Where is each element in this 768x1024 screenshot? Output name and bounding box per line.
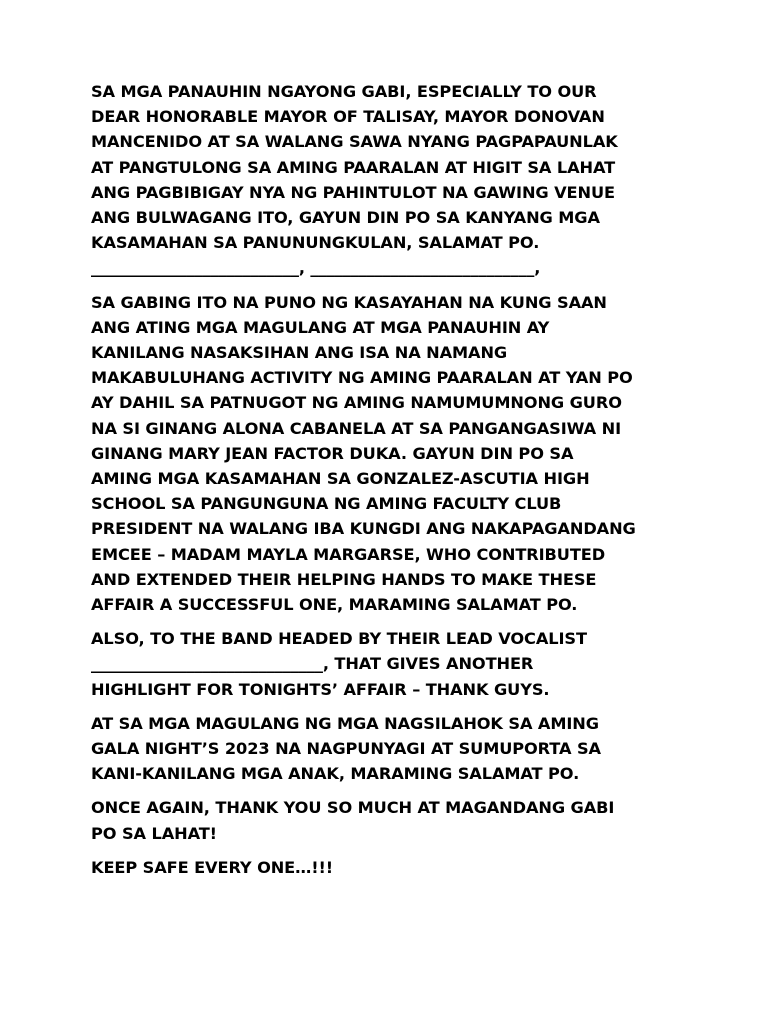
paragraph-mayor-thanks: [91, 79, 691, 281]
text-line: SA GABING ITO NA PUNO NG KASAYAHAN NA KUNG SAAN: [91, 292, 607, 312]
text-line: ANG PAGBIBIGAY NYA NG PAHINTULOT NA GAWING VENUE: [91, 182, 615, 202]
text-line: DEAR HONORABLE MAYOR OF TALISAY, MAYOR DONOVAN: [91, 107, 605, 127]
text-line: AY DAHIL SA PATNUGOT NG AMING NAMUMUMNONG GURO: [91, 393, 622, 413]
text-line: AMING MGA KASAMAHAN SA GONZALEZ-ASCUTIA HIGH: [91, 469, 590, 489]
text-line: HIGHLIGHT FOR TONIGHTS’ AFFAIR – THANK GUYS.: [91, 679, 550, 699]
text-line: PRESIDENT NA WALANG IBA KUNGDI ANG NAKAPAGANDANG: [91, 519, 636, 539]
text-line: MANCENIDO AT SA WALANG SAWA NYANG PAGPAPAUNLAK: [91, 132, 618, 152]
text-line: ANG ATING MGA MAGULANG AT MGA PANAUHIN AY: [91, 317, 550, 337]
paragraph-band-thanks: [91, 626, 691, 702]
text-line: GINANG MARY JEAN FACTOR DUKA. GAYUN DIN PO SA: [91, 443, 574, 463]
text-line: ONCE AGAIN, THANK YOU SO MUCH AT MAGANDANG GABI: [91, 798, 615, 818]
text-line: AT PANGTULONG SA AMING PAARALAN AT HIGIT SA LAHAT: [91, 157, 616, 177]
blank-name-lines: __________________________, ____________________________,: [91, 258, 541, 278]
text-line: _____________________________, THAT GIVES ANOTHER: [91, 654, 534, 674]
text-line: PO SA LAHAT!: [91, 823, 217, 843]
text-line: EMCEE – MADAM MAYLA MARGARSE, WHO CONTRIBUTED: [91, 544, 606, 564]
paragraph-keep-safe: [91, 855, 691, 880]
text-line: SA MGA PANAUHIN NGAYONG GABI, ESPECIALLY TO OUR: [91, 82, 597, 101]
text-line: AT SA MGA MAGULANG NG MGA NAGSILAHOK SA AMING: [91, 713, 599, 733]
text-line: MAKABULUHANG ACTIVITY NG AMING PAARALAN AT YAN PO: [91, 368, 633, 388]
text-line: KEEP SAFE EVERY ONE…!!!: [91, 857, 334, 877]
paragraph-teachers-thanks: [91, 290, 691, 618]
text-line: ANG BULWAGANG ITO, GAYUN DIN PO SA KANYANG MGA: [91, 208, 600, 228]
text-line: KANILANG NASAKSIHAN ANG ISA NA NAMANG: [91, 343, 508, 363]
text-line: ALSO, TO THE BAND HEADED BY THEIR LEAD VOCALIST: [91, 629, 587, 649]
text-line: SCHOOL SA PANGUNGUNA NG AMING FACULTY CLUB: [91, 494, 562, 514]
text-line: AND EXTENDED THEIR HELPING HANDS TO MAKE THESE: [91, 569, 597, 589]
text-line: GALA NIGHT’S 2023 NA NAGPUNYAGI AT SUMUPORTA SA: [91, 739, 601, 759]
text-line: NA SI GINANG ALONA CABANELA AT SA PANGANGASIWA NI: [91, 418, 622, 438]
paragraph-parents-thanks: [91, 711, 691, 787]
paragraph-closing: [91, 795, 691, 845]
text-line: KASAMAHAN SA PANUNUNGKULAN, SALAMAT PO.: [91, 233, 540, 253]
text-line: AFFAIR A SUCCESSFUL ONE, MARAMING SALAMAT PO.: [91, 595, 578, 615]
text-line: KANI-KANILANG MGA ANAK, MARAMING SALAMAT PO.: [91, 764, 580, 784]
document-body: [91, 79, 691, 889]
